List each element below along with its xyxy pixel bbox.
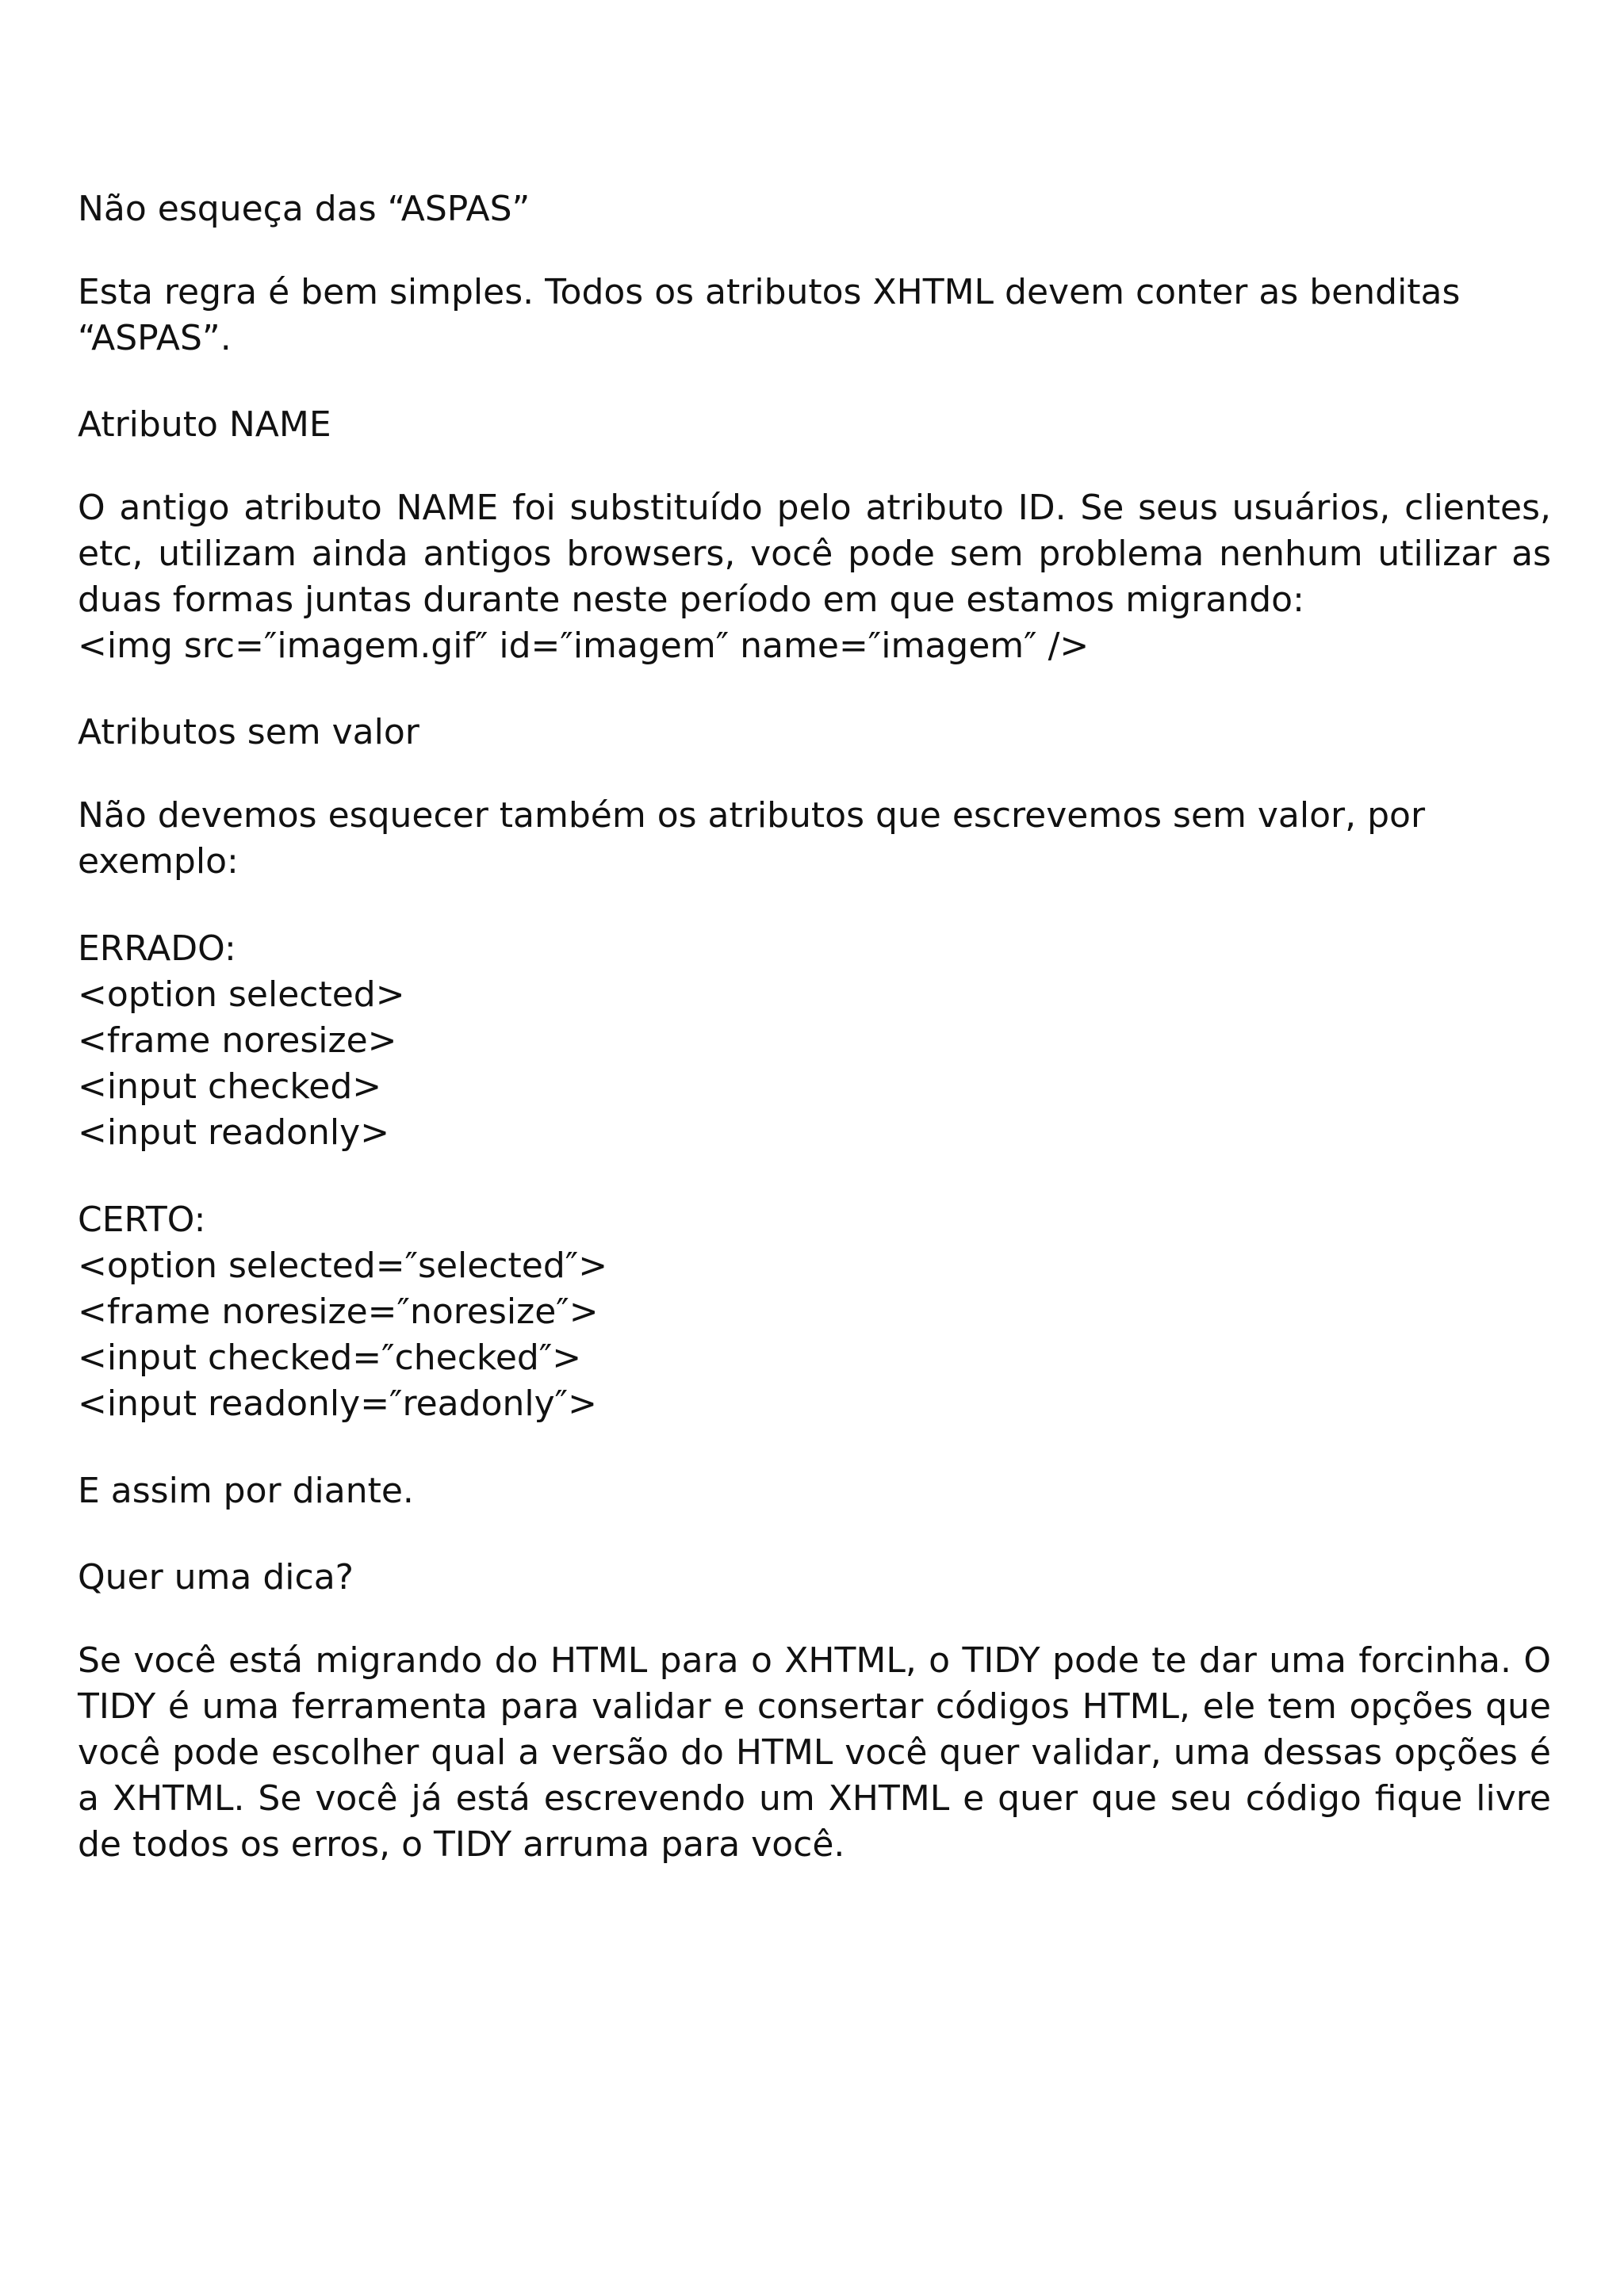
- paragraph-closing: E assim por diante.: [78, 1471, 414, 1511]
- heading-atributo-name: Atributo NAME: [78, 404, 331, 445]
- document-page: [78, 187, 1551, 1868]
- right-label: CERTO:: [78, 1200, 206, 1240]
- right-examples-block: [78, 1197, 1551, 1427]
- paragraph-aspas-line-1: Esta regra é bem simples. Todos os atributos XHTML devem conter as benditas: [78, 272, 1461, 312]
- paragraph-aspas: [78, 270, 1551, 362]
- wrong-example-line: <input checked>: [78, 1066, 382, 1107]
- paragraph-sem-valor-intro: Não devemos esquecer também os atributos que escrevemos sem valor, por exemplo:: [78, 795, 1426, 882]
- wrong-examples-block: [78, 926, 1551, 1156]
- right-example-line: <input readonly=″readonly″>: [78, 1383, 597, 1424]
- heading-atributos-sem-valor: Atributos sem valor: [78, 712, 419, 752]
- wrong-label: ERRADO:: [78, 928, 236, 969]
- paragraph-aspas-line-2: “ASPAS”.: [78, 318, 232, 358]
- wrong-example-line: <frame noresize>: [78, 1020, 397, 1061]
- wrong-example-line: <option selected>: [78, 974, 405, 1015]
- right-example-line: <frame noresize=″noresize″>: [78, 1292, 599, 1332]
- heading-quer-uma-dica: Quer uma dica?: [78, 1557, 354, 1598]
- paragraph-atributo-name-text: O antigo atributo NAME foi substituído pelo atributo ID. Se seus usuários, clientes, etc, utilizam ainda antigos browsers, você pode sem problema nenhum utilizar as duas formas juntas durante neste período em que estamos migrando:: [78, 488, 1551, 620]
- code-example-img: <img src=″imagem.gif″ id=″imagem″ name=″imagem″ />: [78, 626, 1090, 666]
- paragraph-atributo-name: [78, 485, 1551, 669]
- right-example-line: <input checked=″checked″>: [78, 1337, 582, 1378]
- heading-aspas: Não esqueça das “ASPAS”: [78, 189, 530, 229]
- right-example-line: <option selected=″selected″>: [78, 1246, 608, 1286]
- wrong-example-line: <input readonly>: [78, 1112, 390, 1153]
- paragraph-dica: Se você está migrando do HTML para o XHTML, o TIDY pode te dar uma forcinha. O TIDY é uma ferramenta para validar e consertar códigos HTML, ele tem opções que você pode escolher qual a versão do HTML você quer validar, uma dessas opções é a XHTML. Se você já está escrevendo um XHTML e quer que seu código fique livre de todos os erros, o TIDY arruma para você.: [78, 1640, 1551, 1865]
